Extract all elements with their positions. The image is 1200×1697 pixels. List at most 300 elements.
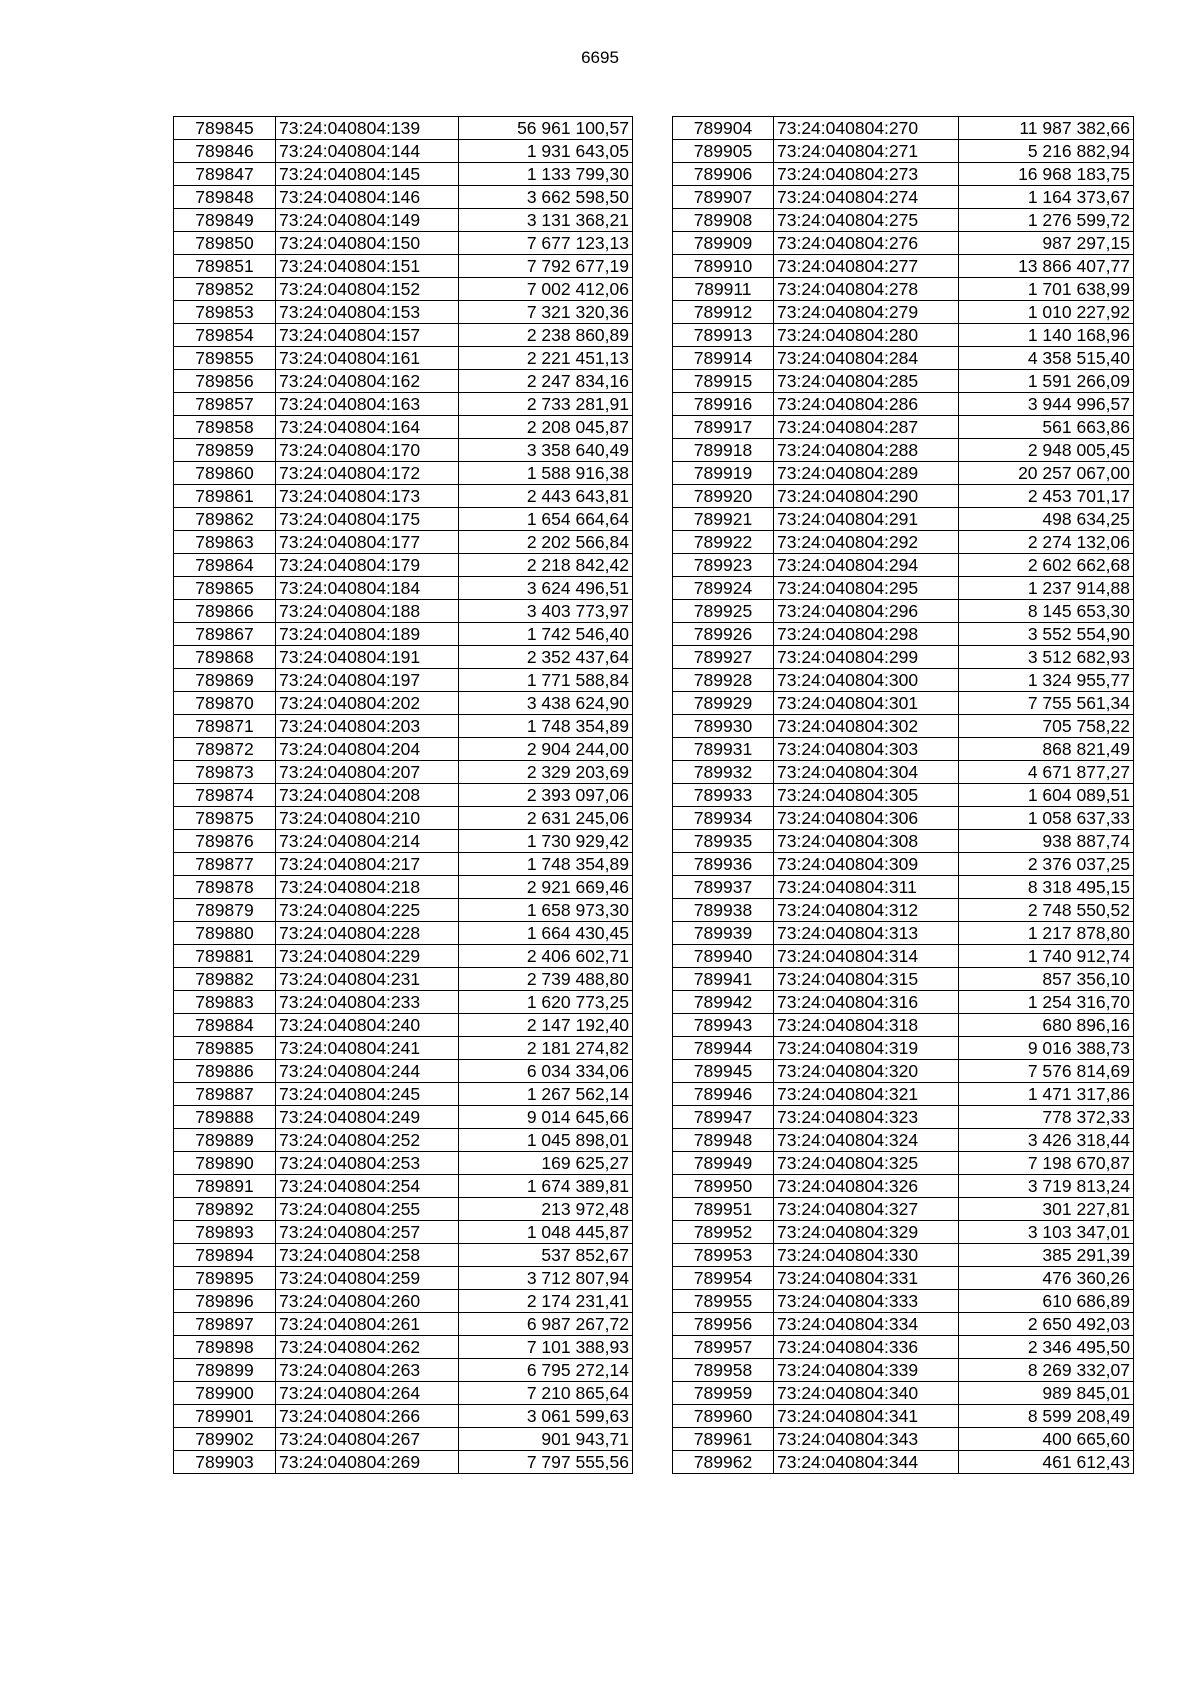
table-row [174,324,633,347]
row-number-cell: 789943 [673,1014,774,1037]
cadastral-number-cell: 73:24:040804:207 [276,761,459,784]
table-row [174,485,633,508]
value-cell: 7 002 412,06 [459,278,633,301]
table-row [174,922,633,945]
table-row [673,1290,1134,1313]
value-cell: 1 010 227,92 [959,301,1134,324]
row-number-cell: 789939 [673,922,774,945]
cadastral-number-cell: 73:24:040804:189 [276,623,459,646]
cadastral-number-cell: 73:24:040804:278 [774,278,959,301]
cadastral-number-cell: 73:24:040804:173 [276,485,459,508]
cadastral-number-cell: 73:24:040804:306 [774,807,959,830]
value-cell: 8 599 208,49 [959,1405,1134,1428]
cadastral-number-cell: 73:24:040804:202 [276,692,459,715]
row-number-cell: 789859 [174,439,276,462]
cadastral-number-cell: 73:24:040804:161 [276,347,459,370]
table-row [673,117,1134,140]
row-number-cell: 789885 [174,1037,276,1060]
table-row [174,830,633,853]
row-number-cell: 789855 [174,347,276,370]
table-row [673,324,1134,347]
table-row [673,370,1134,393]
cadastral-number-cell: 73:24:040804:197 [276,669,459,692]
value-cell: 2 904 244,00 [459,738,633,761]
cadastral-number-cell: 73:24:040804:255 [276,1198,459,1221]
cadastral-number-cell: 73:24:040804:262 [276,1336,459,1359]
table-row [174,1336,633,1359]
cadastral-number-cell: 73:24:040804:333 [774,1290,959,1313]
value-cell: 3 512 682,93 [959,646,1134,669]
table-row [174,1037,633,1060]
value-cell: 5 216 882,94 [959,140,1134,163]
cadastral-number-cell: 73:24:040804:314 [774,945,959,968]
row-number-cell: 789940 [673,945,774,968]
value-cell: 857 356,10 [959,968,1134,991]
cadastral-number-cell: 73:24:040804:327 [774,1198,959,1221]
value-cell: 1 701 638,99 [959,278,1134,301]
table-row [174,876,633,899]
table-row [673,1106,1134,1129]
value-cell: 1 604 089,51 [959,784,1134,807]
cadastral-number-cell: 73:24:040804:336 [774,1336,959,1359]
row-number-cell: 789923 [673,554,774,577]
table-row [174,531,633,554]
value-cell: 2 602 662,68 [959,554,1134,577]
table-row [174,1129,633,1152]
table-row [673,830,1134,853]
cadastral-number-cell: 73:24:040804:300 [774,669,959,692]
table-row [673,232,1134,255]
row-number-cell: 789948 [673,1129,774,1152]
cadastral-number-cell: 73:24:040804:157 [276,324,459,347]
table-row [673,1313,1134,1336]
row-number-cell: 789959 [673,1382,774,1405]
value-cell: 1 237 914,88 [959,577,1134,600]
value-cell: 8 145 653,30 [959,600,1134,623]
row-number-cell: 789919 [673,462,774,485]
value-cell: 3 552 554,90 [959,623,1134,646]
cadastral-number-cell: 73:24:040804:261 [276,1313,459,1336]
cadastral-number-cell: 73:24:040804:175 [276,508,459,531]
table-row [673,1175,1134,1198]
row-number-cell: 789961 [673,1428,774,1451]
value-cell: 989 845,01 [959,1382,1134,1405]
value-cell: 7 797 555,56 [459,1451,633,1474]
value-cell: 2 650 492,03 [959,1313,1134,1336]
cadastral-number-cell: 73:24:040804:252 [276,1129,459,1152]
row-number-cell: 789890 [174,1152,276,1175]
table-row [673,646,1134,669]
row-number-cell: 789876 [174,830,276,853]
cadastral-number-cell: 73:24:040804:329 [774,1221,959,1244]
row-number-cell: 789922 [673,531,774,554]
row-number-cell: 789871 [174,715,276,738]
value-cell: 1 164 373,67 [959,186,1134,209]
value-cell: 6 034 334,06 [459,1060,633,1083]
value-cell: 2 346 495,50 [959,1336,1134,1359]
table-row [174,1382,633,1405]
cadastral-number-cell: 73:24:040804:177 [276,531,459,554]
row-number-cell: 789895 [174,1267,276,1290]
value-cell: 11 987 382,66 [959,117,1134,140]
cadastral-number-cell: 73:24:040804:203 [276,715,459,738]
row-number-cell: 789900 [174,1382,276,1405]
value-cell: 2 921 669,46 [459,876,633,899]
table-row [673,462,1134,485]
cadastral-number-cell: 73:24:040804:149 [276,209,459,232]
table-row [174,1083,633,1106]
cadastral-number-cell: 73:24:040804:299 [774,646,959,669]
table-row [174,278,633,301]
row-number-cell: 789881 [174,945,276,968]
row-number-cell: 789941 [673,968,774,991]
row-number-cell: 789901 [174,1405,276,1428]
cadastral-number-cell: 73:24:040804:318 [774,1014,959,1037]
table-row [174,255,633,278]
cadastral-number-cell: 73:24:040804:326 [774,1175,959,1198]
cadastral-number-cell: 73:24:040804:287 [774,416,959,439]
row-number-cell: 789942 [673,991,774,1014]
cadastral-number-cell: 73:24:040804:153 [276,301,459,324]
cadastral-number-cell: 73:24:040804:253 [276,1152,459,1175]
table-row [673,1014,1134,1037]
table-row [174,1198,633,1221]
value-cell: 1 254 316,70 [959,991,1134,1014]
table-row [174,301,633,324]
value-cell: 301 227,81 [959,1198,1134,1221]
value-cell: 2 443 643,81 [459,485,633,508]
cadastral-number-cell: 73:24:040804:204 [276,738,459,761]
cadastral-number-cell: 73:24:040804:305 [774,784,959,807]
row-number-cell: 789953 [673,1244,774,1267]
row-number-cell: 789870 [174,692,276,715]
row-number-cell: 789962 [673,1451,774,1474]
table-row [174,1451,633,1474]
table-row [174,1267,633,1290]
value-cell: 400 665,60 [959,1428,1134,1451]
table-row [174,945,633,968]
table-row [174,1405,633,1428]
table-row [673,991,1134,1014]
row-number-cell: 789884 [174,1014,276,1037]
table-row [174,416,633,439]
table-row [673,554,1134,577]
row-number-cell: 789875 [174,807,276,830]
table-row [174,715,633,738]
table-row [673,738,1134,761]
table-row [174,1359,633,1382]
table-row [174,853,633,876]
table-row [673,1405,1134,1428]
cadastral-number-cell: 73:24:040804:344 [774,1451,959,1474]
value-cell: 561 663,86 [959,416,1134,439]
row-number-cell: 789960 [673,1405,774,1428]
value-cell: 9 016 388,73 [959,1037,1134,1060]
row-number-cell: 789930 [673,715,774,738]
row-number-cell: 789946 [673,1083,774,1106]
value-cell: 7 101 388,93 [459,1336,633,1359]
cadastral-number-cell: 73:24:040804:208 [276,784,459,807]
value-cell: 987 297,15 [959,232,1134,255]
table-row [174,1175,633,1198]
table-row [174,163,633,186]
cadastral-number-cell: 73:24:040804:323 [774,1106,959,1129]
cadastral-number-cell: 73:24:040804:264 [276,1382,459,1405]
row-number-cell: 789903 [174,1451,276,1474]
row-number-cell: 789958 [673,1359,774,1382]
table-row [174,1106,633,1129]
value-cell: 13 866 407,77 [959,255,1134,278]
row-number-cell: 789925 [673,600,774,623]
value-cell: 7 677 123,13 [459,232,633,255]
table-row [673,761,1134,784]
table-row [174,577,633,600]
row-number-cell: 789872 [174,738,276,761]
cadastral-number-cell: 73:24:040804:295 [774,577,959,600]
cadastral-number-cell: 73:24:040804:259 [276,1267,459,1290]
row-number-cell: 789944 [673,1037,774,1060]
value-cell: 1 058 637,33 [959,807,1134,830]
table-row [673,439,1134,462]
value-cell: 901 943,71 [459,1428,633,1451]
row-number-cell: 789845 [174,117,276,140]
table-row [673,669,1134,692]
row-number-cell: 789931 [673,738,774,761]
cadastral-number-cell: 73:24:040804:267 [276,1428,459,1451]
row-number-cell: 789899 [174,1359,276,1382]
row-number-cell: 789897 [174,1313,276,1336]
page-number: 6695 [581,48,619,67]
value-cell: 2 174 231,41 [459,1290,633,1313]
cadastral-number-cell: 73:24:040804:303 [774,738,959,761]
value-cell: 1 658 973,30 [459,899,633,922]
cadastral-number-cell: 73:24:040804:244 [276,1060,459,1083]
cadastral-number-cell: 73:24:040804:191 [276,646,459,669]
cadastral-number-cell: 73:24:040804:275 [774,209,959,232]
table-row [673,508,1134,531]
value-cell: 2 247 834,16 [459,370,633,393]
table-row [174,1060,633,1083]
cadastral-number-cell: 73:24:040804:312 [774,899,959,922]
value-cell: 680 896,16 [959,1014,1134,1037]
row-number-cell: 789945 [673,1060,774,1083]
value-cell: 2 147 192,40 [459,1014,633,1037]
cadastral-number-cell: 73:24:040804:241 [276,1037,459,1060]
row-number-cell: 789904 [673,117,774,140]
cadastral-number-cell: 73:24:040804:313 [774,922,959,945]
value-cell: 7 198 670,87 [959,1152,1134,1175]
row-number-cell: 789873 [174,761,276,784]
row-number-cell: 789848 [174,186,276,209]
row-number-cell: 789846 [174,140,276,163]
value-cell: 2 733 281,91 [459,393,633,416]
row-number-cell: 789934 [673,807,774,830]
table-row [174,623,633,646]
row-number-cell: 789914 [673,347,774,370]
row-number-cell: 789908 [673,209,774,232]
cadastral-number-cell: 73:24:040804:279 [774,301,959,324]
row-number-cell: 789909 [673,232,774,255]
value-cell: 6 987 267,72 [459,1313,633,1336]
cadastral-number-cell: 73:24:040804:330 [774,1244,959,1267]
row-number-cell: 789860 [174,462,276,485]
table-row [673,807,1134,830]
cadastral-number-cell: 73:24:040804:217 [276,853,459,876]
cadastral-number-cell: 73:24:040804:214 [276,830,459,853]
table-row [673,278,1134,301]
cadastral-number-cell: 73:24:040804:240 [276,1014,459,1037]
row-number-cell: 789951 [673,1198,774,1221]
value-cell: 1 748 354,89 [459,853,633,876]
table-row [673,1336,1134,1359]
value-cell: 1 730 929,42 [459,830,633,853]
table-row [174,646,633,669]
row-number-cell: 789911 [673,278,774,301]
row-number-cell: 789879 [174,899,276,922]
row-number-cell: 789883 [174,991,276,1014]
cadastral-number-cell: 73:24:040804:286 [774,393,959,416]
table-row [673,301,1134,324]
row-number-cell: 789916 [673,393,774,416]
row-number-cell: 789928 [673,669,774,692]
value-cell: 2 208 045,87 [459,416,633,439]
table-row [174,370,633,393]
table-row [673,393,1134,416]
table-row [174,600,633,623]
row-number-cell: 789866 [174,600,276,623]
row-number-cell: 789927 [673,646,774,669]
value-cell: 3 944 996,57 [959,393,1134,416]
table-row [174,1244,633,1267]
cadastral-number-cell: 73:24:040804:319 [774,1037,959,1060]
value-cell: 1 771 588,84 [459,669,633,692]
value-cell: 1 324 955,77 [959,669,1134,692]
cadastral-number-cell: 73:24:040804:291 [774,508,959,531]
row-number-cell: 789878 [174,876,276,899]
row-number-cell: 789937 [673,876,774,899]
value-cell: 3 131 368,21 [459,209,633,232]
cadastral-number-cell: 73:24:040804:311 [774,876,959,899]
value-cell: 4 358 515,40 [959,347,1134,370]
cadastral-number-cell: 73:24:040804:270 [774,117,959,140]
value-cell: 537 852,67 [459,1244,633,1267]
cadastral-number-cell: 73:24:040804:164 [276,416,459,439]
row-number-cell: 789902 [174,1428,276,1451]
row-number-cell: 789880 [174,922,276,945]
table-row [673,1129,1134,1152]
value-cell: 4 671 877,27 [959,761,1134,784]
value-cell: 1 740 912,74 [959,945,1134,968]
row-number-cell: 789950 [673,1175,774,1198]
row-number-cell: 789861 [174,485,276,508]
cadastral-number-cell: 73:24:040804:257 [276,1221,459,1244]
table-row [174,1290,633,1313]
table-row [673,715,1134,738]
row-number-cell: 789851 [174,255,276,278]
table-row [673,1221,1134,1244]
value-cell: 2 739 488,80 [459,968,633,991]
table-row [673,577,1134,600]
cadastral-number-cell: 73:24:040804:292 [774,531,959,554]
table-row [673,416,1134,439]
row-number-cell: 789858 [174,416,276,439]
cadastral-number-cell: 73:24:040804:341 [774,1405,959,1428]
value-cell: 56 961 100,57 [459,117,633,140]
value-cell: 461 612,43 [959,1451,1134,1474]
value-cell: 2 352 437,64 [459,646,633,669]
cadastral-number-cell: 73:24:040804:172 [276,462,459,485]
value-cell: 2 631 245,06 [459,807,633,830]
value-cell: 1 045 898,01 [459,1129,633,1152]
cadastral-number-cell: 73:24:040804:315 [774,968,959,991]
cadastral-number-cell: 73:24:040804:258 [276,1244,459,1267]
row-number-cell: 789929 [673,692,774,715]
value-cell: 3 403 773,97 [459,600,633,623]
value-cell: 2 329 203,69 [459,761,633,784]
value-cell: 3 061 599,63 [459,1405,633,1428]
value-cell: 868 821,49 [959,738,1134,761]
row-number-cell: 789868 [174,646,276,669]
value-cell: 7 321 320,36 [459,301,633,324]
row-number-cell: 789955 [673,1290,774,1313]
value-cell: 6 795 272,14 [459,1359,633,1382]
value-cell: 2 376 037,25 [959,853,1134,876]
cadastral-number-cell: 73:24:040804:331 [774,1267,959,1290]
cadastral-number-cell: 73:24:040804:277 [774,255,959,278]
value-cell: 1 591 266,09 [959,370,1134,393]
table-row [673,140,1134,163]
value-cell: 7 755 561,34 [959,692,1134,715]
table-row [174,991,633,1014]
cadastral-number-cell: 73:24:040804:273 [774,163,959,186]
table-row [673,1152,1134,1175]
value-cell: 1 664 430,45 [459,922,633,945]
value-cell: 7 792 677,19 [459,255,633,278]
table-row [673,1359,1134,1382]
row-number-cell: 789898 [174,1336,276,1359]
cadastral-number-cell: 73:24:040804:316 [774,991,959,1014]
table-row [174,393,633,416]
cadastral-number-cell: 73:24:040804:302 [774,715,959,738]
table-row [673,1060,1134,1083]
value-cell: 3 624 496,51 [459,577,633,600]
row-number-cell: 789913 [673,324,774,347]
cadastral-number-cell: 73:24:040804:284 [774,347,959,370]
value-cell: 2 218 842,42 [459,554,633,577]
value-cell: 2 748 550,52 [959,899,1134,922]
value-cell: 9 014 645,66 [459,1106,633,1129]
table-row [174,462,633,485]
value-cell: 498 634,25 [959,508,1134,531]
row-number-cell: 789877 [174,853,276,876]
cadastral-number-cell: 73:24:040804:301 [774,692,959,715]
table-row [174,738,633,761]
value-cell: 8 269 332,07 [959,1359,1134,1382]
cadastral-number-cell: 73:24:040804:150 [276,232,459,255]
value-cell: 1 674 389,81 [459,1175,633,1198]
table-row [174,232,633,255]
cadastral-number-cell: 73:24:040804:285 [774,370,959,393]
cadastral-number-cell: 73:24:040804:145 [276,163,459,186]
value-cell: 3 426 318,44 [959,1129,1134,1152]
table-row [174,1221,633,1244]
row-number-cell: 789957 [673,1336,774,1359]
cadastral-number-cell: 73:24:040804:296 [774,600,959,623]
value-cell: 1 748 354,89 [459,715,633,738]
row-number-cell: 789920 [673,485,774,508]
value-cell: 1 620 773,25 [459,991,633,1014]
cadastral-number-cell: 73:24:040804:294 [774,554,959,577]
